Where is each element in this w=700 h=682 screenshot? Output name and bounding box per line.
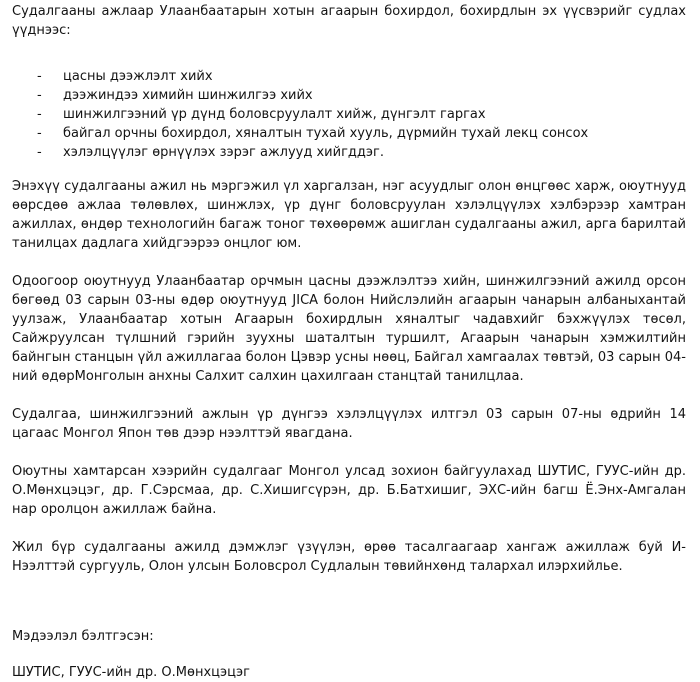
paragraph-study-features: Энэхүү судалгааны ажил нь мэргэжил үл харгалзан, нэг асуудлыг олон өнцгөөс харж, оюутнууд өөрсдөө ажлаа төлөвлөх, шинжлэх, үр дүнг боловсруулан хэлэлцүүлэх хэлбэрээр хамтран ажиллах, өндөр технологийн багаж тоног төхөөрөмж ашиглан судалгааны ажил, арга барилтай танилцах дадлага хийдгээрээ онцлог юм. [12, 179, 686, 251]
list-item [12, 67, 686, 86]
signature-name: ШУТИС, ГУУС-ийн др. О.Мөнхцэцэг [12, 665, 250, 680]
list-item-text: дээжиндээ химийн шинжилгээ хийх [63, 88, 313, 103]
intro-paragraph: Судалгааны ажлаар Улаанбаатарын хотын агаарын бохирдол, бохирдлын эх үүсвэрийг судлах үүднээс: [12, 4, 686, 38]
paragraph-current-progress: Одоогоор оюутнууд Улаанбаатар орчмын цасны дээжлэлтээ хийн, шинжилгээний ажилд орсон бөгөөд 03 сарын 03-ны өдөр оюутнууд JICA болон Нийслэлийн агаарын чанарын албаныхантай уулзаж, Улаанбаатар хотын Агаарын бохирдлын хяналтыг чадавхийг бэхжүүлэх төсөл, Сайжруулсан түлшний гэрийн зуухны шаталтын туршилт, Агаарын чанарын хэмжилтийн байнгын станцын үйл ажиллагаа болон Цэвэр усны нөөц, Байгал хамгаалах төвтэй, 03 сарын 04-ний өдөрМонголын анхны Салхит салхин цахилгаан станцтай танилцлаа. [12, 274, 686, 384]
paragraph-participants: Оюутны хамтарсан хээрийн судалгааг Монгол улсад зохион байгуулахад ШУТИС, ГУУС-ийн др. О.Мөнхцэцэг, др. Г.Сэрсмаа, др. С.Хишигсүрэн, др. Б.Батхишиг, ЭХС-ийн багш Ё.Энх-Амгалан нар оролцон ажиллаж байна. [12, 464, 686, 517]
list-item-text: цасны дээжлэлт хийх [63, 69, 213, 84]
bullet-dash: - [37, 69, 42, 84]
list-item-text: байгал орчны бохирдол, хяналтын тухай хууль, дүрмийн тухай лекц сонсох [63, 126, 589, 141]
list-item [12, 105, 686, 124]
task-list [12, 67, 686, 162]
paragraph-acknowledgement: Жил бүр судалгааны ажилд дэмжлэг үзүүлэн, өрөө тасалгаагаар хангаж ажиллаж буй И-Нээлттэй сургууль, Олон улсын Боловсрол Судлалын төвийнхөнд талархал илэрхийлье. [12, 540, 686, 574]
paragraph-presentation: Судалгаа, шинжилгээний ажлын үр дүнгээ хэлэлцүүлэх илтгэл 03 сарын 07-ны өдрийн 14 цагаас Монгол Япон төв дээр нээлттэй явагдана. [12, 407, 686, 441]
bullet-dash: - [37, 88, 42, 103]
signature-label: Мэдээлэл бэлтгэсэн: [12, 629, 154, 644]
bullet-dash: - [37, 107, 42, 122]
bullet-dash: - [37, 145, 42, 160]
list-item [12, 124, 686, 143]
bullet-dash: - [37, 126, 42, 141]
list-item-text: хэлэлцүүлэг өрнүүлэх зэрэг ажлууд хийгддэг. [63, 145, 384, 160]
list-item [12, 143, 686, 162]
list-item [12, 86, 686, 105]
list-item-text: шинжилгээний үр дүнд боловсруулалт хийж, дүнгэлт гаргах [63, 107, 486, 122]
